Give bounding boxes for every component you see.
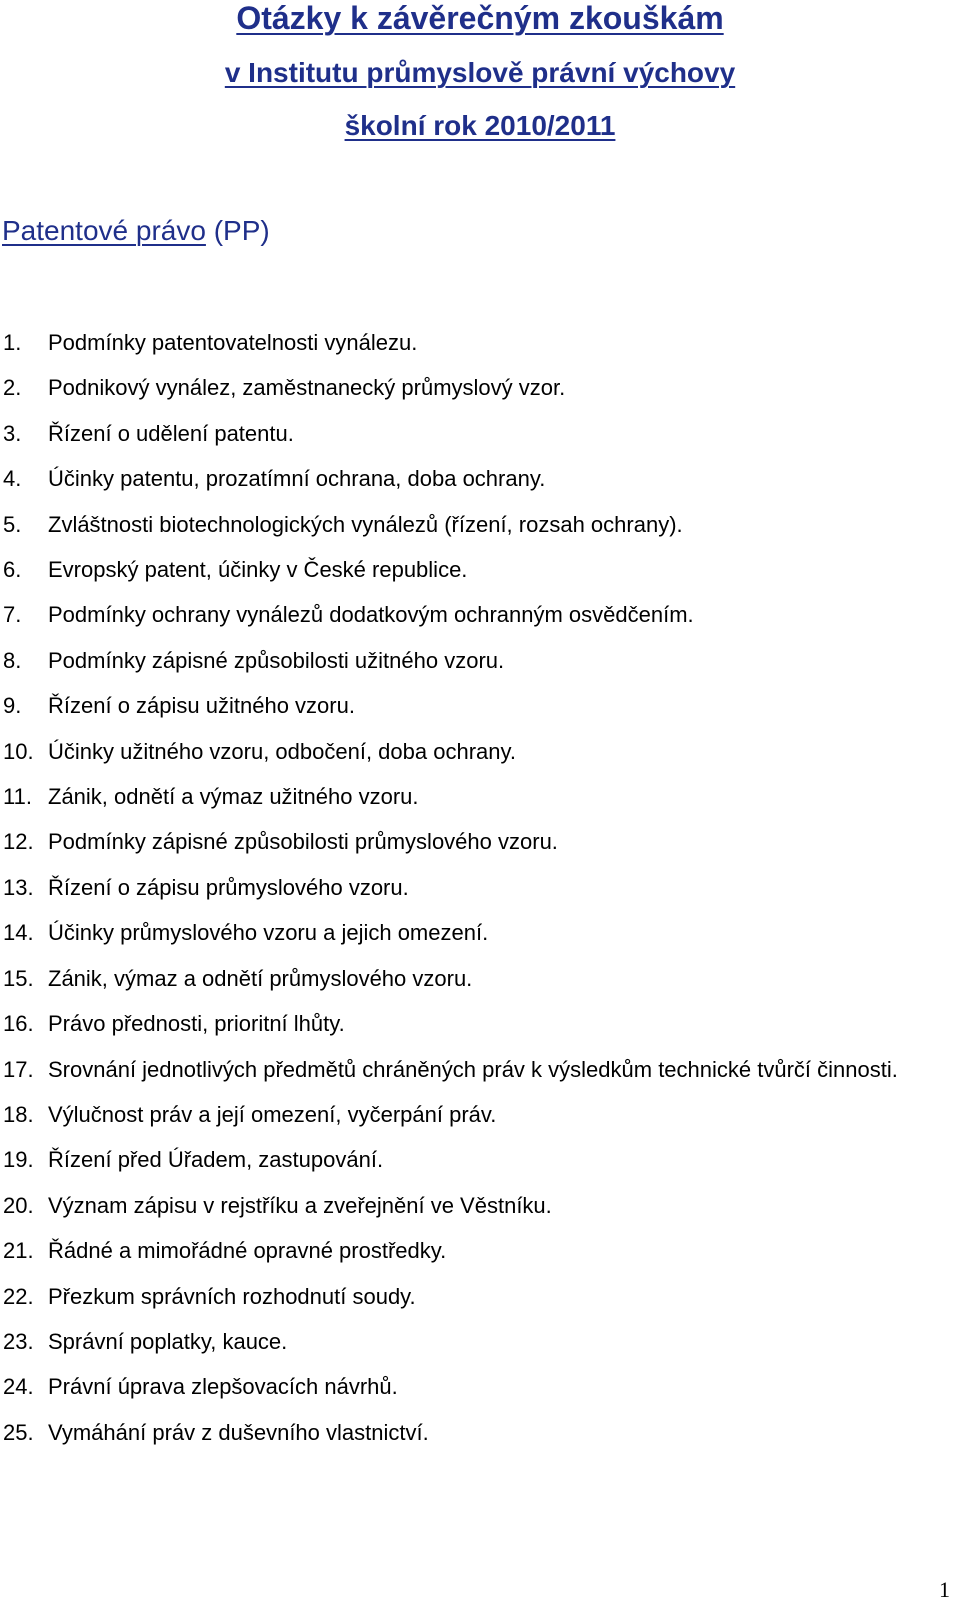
question-text: Podmínky ochrany vynálezů dodatkovým ochranným osvědčením. <box>48 602 694 628</box>
question-item <box>0 956 940 1001</box>
title-line-3: školní rok 2010/2011 <box>344 110 616 141</box>
question-text: Podmínky zápisné způsobilosti užitného vzoru. <box>48 647 505 673</box>
question-text: Řízení o zápisu užitného vzoru. <box>48 693 355 719</box>
question-item <box>0 592 940 637</box>
question-text: Význam zápisu v rejstříku a zveřejnění ve Věstníku. <box>48 1192 552 1218</box>
question-text: Podmínky zápisné způsobilosti průmyslového vzoru. <box>48 829 558 855</box>
question-number: 11. <box>3 784 32 810</box>
question-item <box>0 1047 940 1092</box>
question-text: Srovnání jednotlivých předmětů chráněných práv k výsledkům technické tvůrčí činnosti. <box>48 1056 898 1082</box>
question-text: Řízení o udělení patentu. <box>48 420 294 446</box>
question-item <box>0 819 940 864</box>
question-item <box>0 365 940 410</box>
question-number: 23. <box>3 1328 34 1354</box>
question-number: 9. <box>3 693 22 719</box>
question-number: 14. <box>3 920 34 946</box>
question-number: 10. <box>3 738 34 764</box>
question-item <box>0 456 940 501</box>
question-item <box>0 638 940 683</box>
question-number: 21. <box>3 1238 34 1264</box>
question-number: 19. <box>3 1147 34 1173</box>
question-number: 17. <box>3 1056 34 1082</box>
question-item <box>0 910 940 955</box>
question-number: 3. <box>3 420 22 446</box>
question-text: Řízení o zápisu průmyslového vzoru. <box>48 874 409 900</box>
section-name: Patentové právo <box>2 215 206 246</box>
question-item <box>0 774 940 819</box>
question-text: Zvláštnosti biotechnologických vynálezů (řízení, rozsah ochrany). <box>48 511 683 537</box>
question-item <box>0 729 940 774</box>
question-item <box>0 320 940 365</box>
question-text: Právní úprava zlepšovacích návrhů. <box>48 1374 398 1400</box>
question-item <box>0 1092 940 1137</box>
question-item <box>0 683 940 728</box>
question-item <box>0 865 940 910</box>
question-number: 1. <box>3 330 22 355</box>
question-number: 5. <box>3 511 22 537</box>
question-item <box>0 1228 940 1273</box>
question-number: 15. <box>3 965 34 991</box>
question-text: Účinky užitného vzoru, odbočení, doba ochrany. <box>48 738 516 764</box>
question-item <box>0 1001 940 1046</box>
question-text: Podnikový vynález, zaměstnanecký průmyslový vzor. <box>48 375 566 401</box>
question-text: Přezkum správních rozhodnutí soudy. <box>48 1283 416 1309</box>
question-text: Vymáhání práv z duševního vlastnictví. <box>48 1419 429 1445</box>
question-text: Účinky průmyslového vzoru a jejich omezení. <box>48 920 489 946</box>
question-item <box>0 547 940 592</box>
question-number: 20. <box>3 1192 34 1218</box>
question-text: Právo přednosti, prioritní lhůty. <box>48 1011 345 1037</box>
question-list <box>0 320 940 1455</box>
question-number: 13. <box>3 874 34 900</box>
question-number: 4. <box>3 466 22 492</box>
question-item <box>0 411 940 456</box>
question-text: Zánik, odnětí a výmaz užitného vzoru. <box>48 784 419 810</box>
question-item <box>0 1183 940 1228</box>
question-text: Účinky patentu, prozatímní ochrana, doba ochrany. <box>48 466 546 492</box>
question-text: Řádné a mimořádné opravné prostředky. <box>48 1238 447 1264</box>
section-abbr: (PP) <box>213 215 270 246</box>
question-number: 2. <box>3 375 22 401</box>
question-item <box>0 1274 940 1319</box>
question-text: Výlučnost práv a její omezení, vyčerpání práv. <box>48 1101 497 1127</box>
question-number: 24. <box>3 1374 34 1400</box>
question-number: 7. <box>3 602 22 628</box>
question-number: 16. <box>3 1011 34 1037</box>
question-text: Řízení před Úřadem, zastupování. <box>48 1147 384 1173</box>
question-item <box>0 1364 940 1409</box>
title-line-1: Otázky k závěrečným zkouškám <box>236 0 724 36</box>
question-number: 22. <box>3 1283 34 1309</box>
question-item <box>0 1319 940 1364</box>
question-text: Evropský patent, účinky v České republice. <box>48 557 468 583</box>
question-item <box>0 1137 940 1182</box>
title-line-2: v Institutu průmyslově právní výchovy <box>224 57 736 88</box>
question-number: 12. <box>3 829 34 855</box>
question-item <box>0 502 940 547</box>
question-number: 25. <box>3 1419 34 1445</box>
section-heading <box>2 215 270 247</box>
page-number: 1 <box>939 1577 950 1602</box>
question-number: 6. <box>3 557 22 583</box>
question-number: 18. <box>3 1101 34 1127</box>
question-text: Zánik, výmaz a odnětí průmyslového vzoru. <box>48 965 473 991</box>
question-text: Podmínky patentovatelnosti vynálezu. <box>48 330 418 355</box>
question-number: 8. <box>3 647 22 673</box>
question-item <box>0 1410 940 1455</box>
question-text: Správní poplatky, kauce. <box>48 1328 288 1354</box>
